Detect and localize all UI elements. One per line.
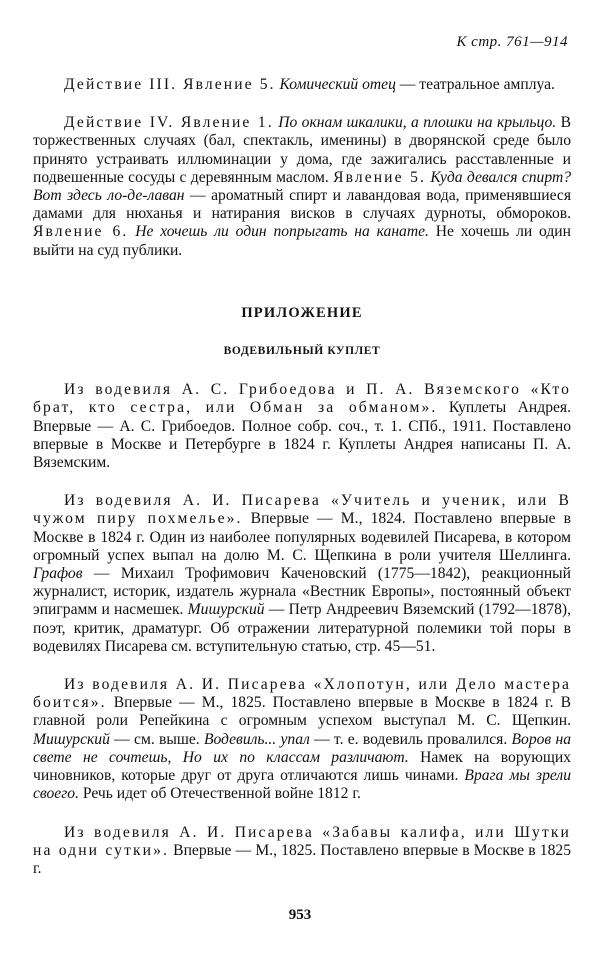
running-head: К стр. 761—914 (456, 34, 568, 50)
section-title: ВОДЕВИЛЬНЫЙ КУПЛЕТ (223, 345, 381, 358)
act-scene-ref: Действие III. Явление 5. (64, 76, 276, 93)
appendix-entry (33, 676, 571, 803)
note-quote: Не хочешь ли один попрыгать на канате. (135, 223, 429, 241)
note-text: В торжественных случаях (бал, спектакль, именины) в дворянской среде было принято устраивать иллюминации у дома, где зажигались расставленные и подвешенные сосуды с деревянным маслом. (33, 114, 571, 186)
act-scene-ref: Действие IV. Явление 1. (64, 114, 274, 132)
appendix-entry (33, 381, 571, 472)
entry-quote: Воров на свете не сочтешь, Но их по классам различают. (33, 730, 571, 766)
entry-text: Впервые — М., 1825. Поставлено впервые в Москве в 1824 г. В главной роли Репейкина с огромным успехом выступал М. С. Щепкин. (33, 694, 571, 730)
entry-term: Мишурский (33, 730, 110, 748)
entry-text: Речь идет об Отечественной войне 1812 г. (78, 785, 361, 803)
entry-text: Намек на ворующих чиновников, которые друг от друга отличаются лишь чинами. (33, 748, 572, 785)
entry-source: Из водевиля А. И. Писарева «Учитель и ученик, или В чужом пиру похмелье». (33, 492, 571, 528)
entry-text: Куплеты Андрея. Впервые — А. С. Грибоедов. Полное собр. соч., т. 1. СПб., 1911. Поставлено впервые в Москве и Петербурге в 1824 г. Куплеты Андрея написаны П. А. Вяземским. (33, 399, 571, 472)
entry-term: Мишурский (187, 601, 265, 619)
appendix-entry (33, 492, 571, 656)
entry-text: — Петр Андреевич Вяземский (1792—1878), поэт, критик, драматург. Об отражении литературной полемики той поры в водевилях Писарева см. вступительную статью, стр. 45—51. (33, 601, 571, 655)
entry-term: Водевиль... упал (203, 730, 310, 748)
scene-ref: Явление 5. (333, 168, 426, 186)
note-act-3 (33, 76, 571, 94)
appendix-entry (33, 824, 571, 879)
entry-text: — Михаил Трофимович Каченовский (1775—1842), реакционный журналист, историк, издатель журнала «Вестник Европы», постоянный объект эпиграмм и насмешек. (33, 565, 571, 619)
note-quote: Куда девался спирт? Вот здесь ло-де-лаван (33, 168, 572, 205)
note-text: — театральное амплуа. (395, 76, 555, 93)
note-text: Не хочешь ли один выйти на суд публики. (33, 223, 571, 259)
entry-source: Из водевиля А. С. Грибоедова и П. А. Вяземского «Кто брат, кто сестра, или Обман за обманом». (33, 381, 571, 417)
entry-text: Впервые — М., 1824. Поставлено впервые в Москве в 1824 г. Один из наиболее популярных водевилей Писарева, в котором огромный успех выпал на долю М. С. Щепкина в роли учителя Шеллинга. (33, 510, 572, 564)
entry-text: — см. выше. (109, 730, 200, 748)
entry-source: Из водевиля А. И. Писарева «Забавы калифа, или Шутки на одни сутки». (33, 823, 571, 859)
note-act-4 (33, 114, 571, 260)
note-quote: По окнам шкалики, а плошки на крыльцо. (278, 114, 557, 132)
entry-term: Графов (33, 565, 83, 583)
scene-ref: Явление 6. (33, 223, 129, 241)
entry-quote: Врага мы зрели своего. (33, 767, 571, 803)
entry-text: Впервые — М., 1825. Поставлено впервые в Москве в 1825 г. (33, 841, 571, 877)
page-number: 953 (288, 907, 312, 923)
note-text: — ароматный спирт и лавандовая вода, применявшиеся дамами для нюханья и натирания висков в случаях дурноты, обмороков. (33, 187, 571, 223)
note-term: Комический отец (279, 76, 396, 93)
page-content (33, 76, 571, 878)
entry-text: — т. е. водевиль провалился. (309, 730, 508, 748)
entry-source: Из водевиля А. И. Писарева «Хлопотун, или Дело мастера боится». (33, 676, 571, 712)
appendix-title: ПРИЛОЖЕНИЕ (241, 304, 363, 321)
